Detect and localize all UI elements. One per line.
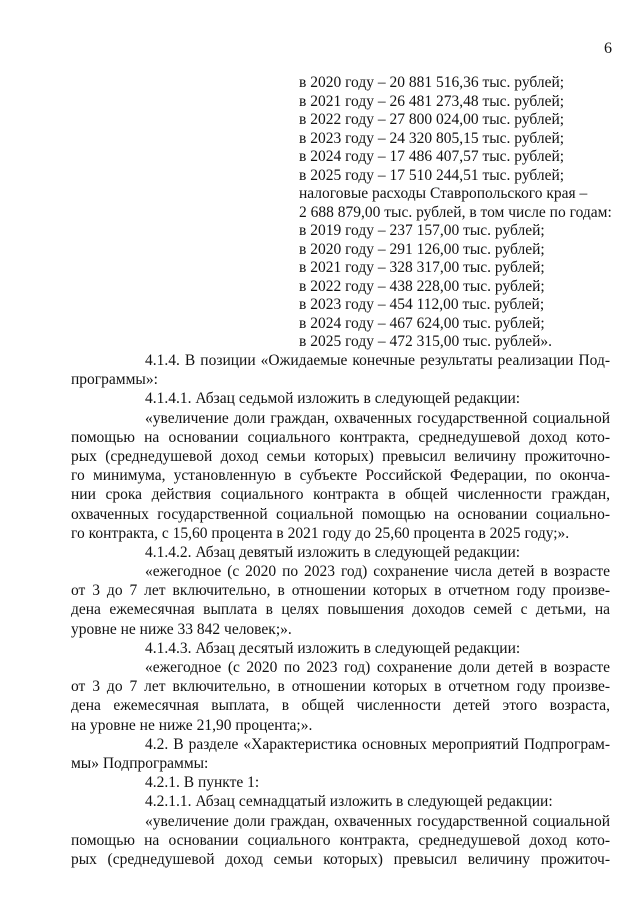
paragraph-line: 4.2.1. В пункте 1: — [145, 774, 260, 792]
list-item: в 2023 году – 454 112,00 тыс. рублей; — [299, 296, 545, 313]
paragraph-line: нии срока действия социального контракта в общей численности граждан, — [71, 486, 610, 504]
amounts-list — [299, 74, 619, 352]
paragraph-line: уровне не ниже 33 842 человек;». — [71, 620, 292, 638]
paragraph-line: го контракта, с 15,60 процента в 2021 году до 25,60 процента в 2025 году;». — [71, 524, 570, 542]
list-item: 2 688 879,00 тыс. рублей, в том числе по годам: — [299, 203, 612, 221]
list-item: в 2019 году – 237 157,00 тыс. рублей; — [299, 222, 545, 239]
list-item: в 2020 году – 20 881 516,36 тыс. рублей; — [299, 74, 565, 91]
page-number: 6 — [604, 40, 612, 57]
list-item: в 2020 году – 291 126,00 тыс. рублей; — [299, 240, 545, 258]
paragraph-line: «увеличение доли граждан, охваченных государственной социальной — [145, 812, 610, 830]
list-item: в 2024 году – 17 486 407,57 тыс. рублей; — [299, 148, 565, 165]
list-item: в 2023 году – 24 320 805,15 тыс. рублей; — [299, 129, 565, 147]
paragraph-line: «ежегодное (с 2020 по 2023 год) сохранение доли детей в возрасте — [145, 659, 610, 676]
paragraph-line: помощью на основании социального контракта, среднедушевой доход кото- — [71, 831, 610, 849]
paragraph-line: от 3 до 7 лет включительно, в отношении которых в отчетном году произве- — [71, 678, 610, 696]
list-item: в 2021 году – 328 317,00 тыс. рублей; — [299, 259, 545, 276]
list-item: в 2021 году – 26 481 273,48 тыс. рублей; — [299, 92, 565, 110]
paragraph-line: дена ежемесячная выплата в целях повышения доходов семей с детьми, на — [71, 601, 610, 619]
paragraph-line: 4.1.4.1. Абзац седьмой изложить в следующей редакции: — [145, 390, 521, 408]
paragraph-line: помощью на основании социального контракта, среднедушевой доход кото- — [71, 428, 610, 446]
list-item: налоговые расходы Ставропольского края – — [299, 185, 588, 202]
paragraph-line: дена ежемесячная выплата, в общей численности детей этого возраста, — [71, 697, 610, 715]
list-item: в 2025 году – 472 315,00 тыс. рублей». — [299, 333, 553, 350]
list-item: в 2024 году – 467 624,00 тыс. рублей; — [299, 314, 545, 332]
list-item: в 2022 году – 27 800 024,00 тыс. рублей; — [299, 111, 565, 128]
paragraph-line: 4.2. В разделе «Характеристика основных мероприятий Подпрограм- — [145, 735, 610, 753]
document-body — [71, 351, 610, 869]
paragraph-line: 4.1.4.2. Абзац девятый изложить в следующей редакции: — [145, 543, 521, 561]
paragraph-line: рых (среднедушевой доход семьи которых) превысил величину прожиточно- — [71, 447, 610, 465]
paragraph-line: «увеличение доли граждан, охваченных государственной социальной — [145, 409, 610, 427]
list-item: в 2025 году – 17 510 244,51 тыс. рублей; — [299, 166, 565, 184]
paragraph-line: от 3 до 7 лет включительно, в отношении которых в отчетном году произве- — [71, 582, 610, 600]
paragraph-line: программы»: — [71, 371, 158, 389]
paragraph-line: го минимума, установленную в субъекте Российской Федерации, по оконча- — [71, 467, 610, 485]
paragraph-line: на уровне не ниже 21,90 процента;». — [71, 716, 313, 734]
paragraph-line: охваченных государственной социальной помощью на основании социально- — [71, 505, 610, 523]
paragraph-line: 4.1.4.3. Абзац десятый изложить в следующей редакции: — [145, 639, 521, 657]
paragraph-line: мы» Подпрограммы: — [71, 754, 209, 772]
paragraph-line: рых (среднедушевой доход семьи которых) превысил величину прожиточ- — [71, 850, 610, 868]
list-item: в 2022 году – 438 228,00 тыс. рублей; — [299, 277, 545, 295]
paragraph-line: 4.2.1.1. Абзац семнадцатый изложить в следующей редакции: — [145, 793, 553, 811]
paragraph-line: «ежегодное (с 2020 по 2023 год) сохранение числа детей в возрасте — [145, 563, 610, 581]
paragraph-line: 4.1.4. В позиции «Ожидаемые конечные результаты реализации Под- — [145, 352, 610, 369]
